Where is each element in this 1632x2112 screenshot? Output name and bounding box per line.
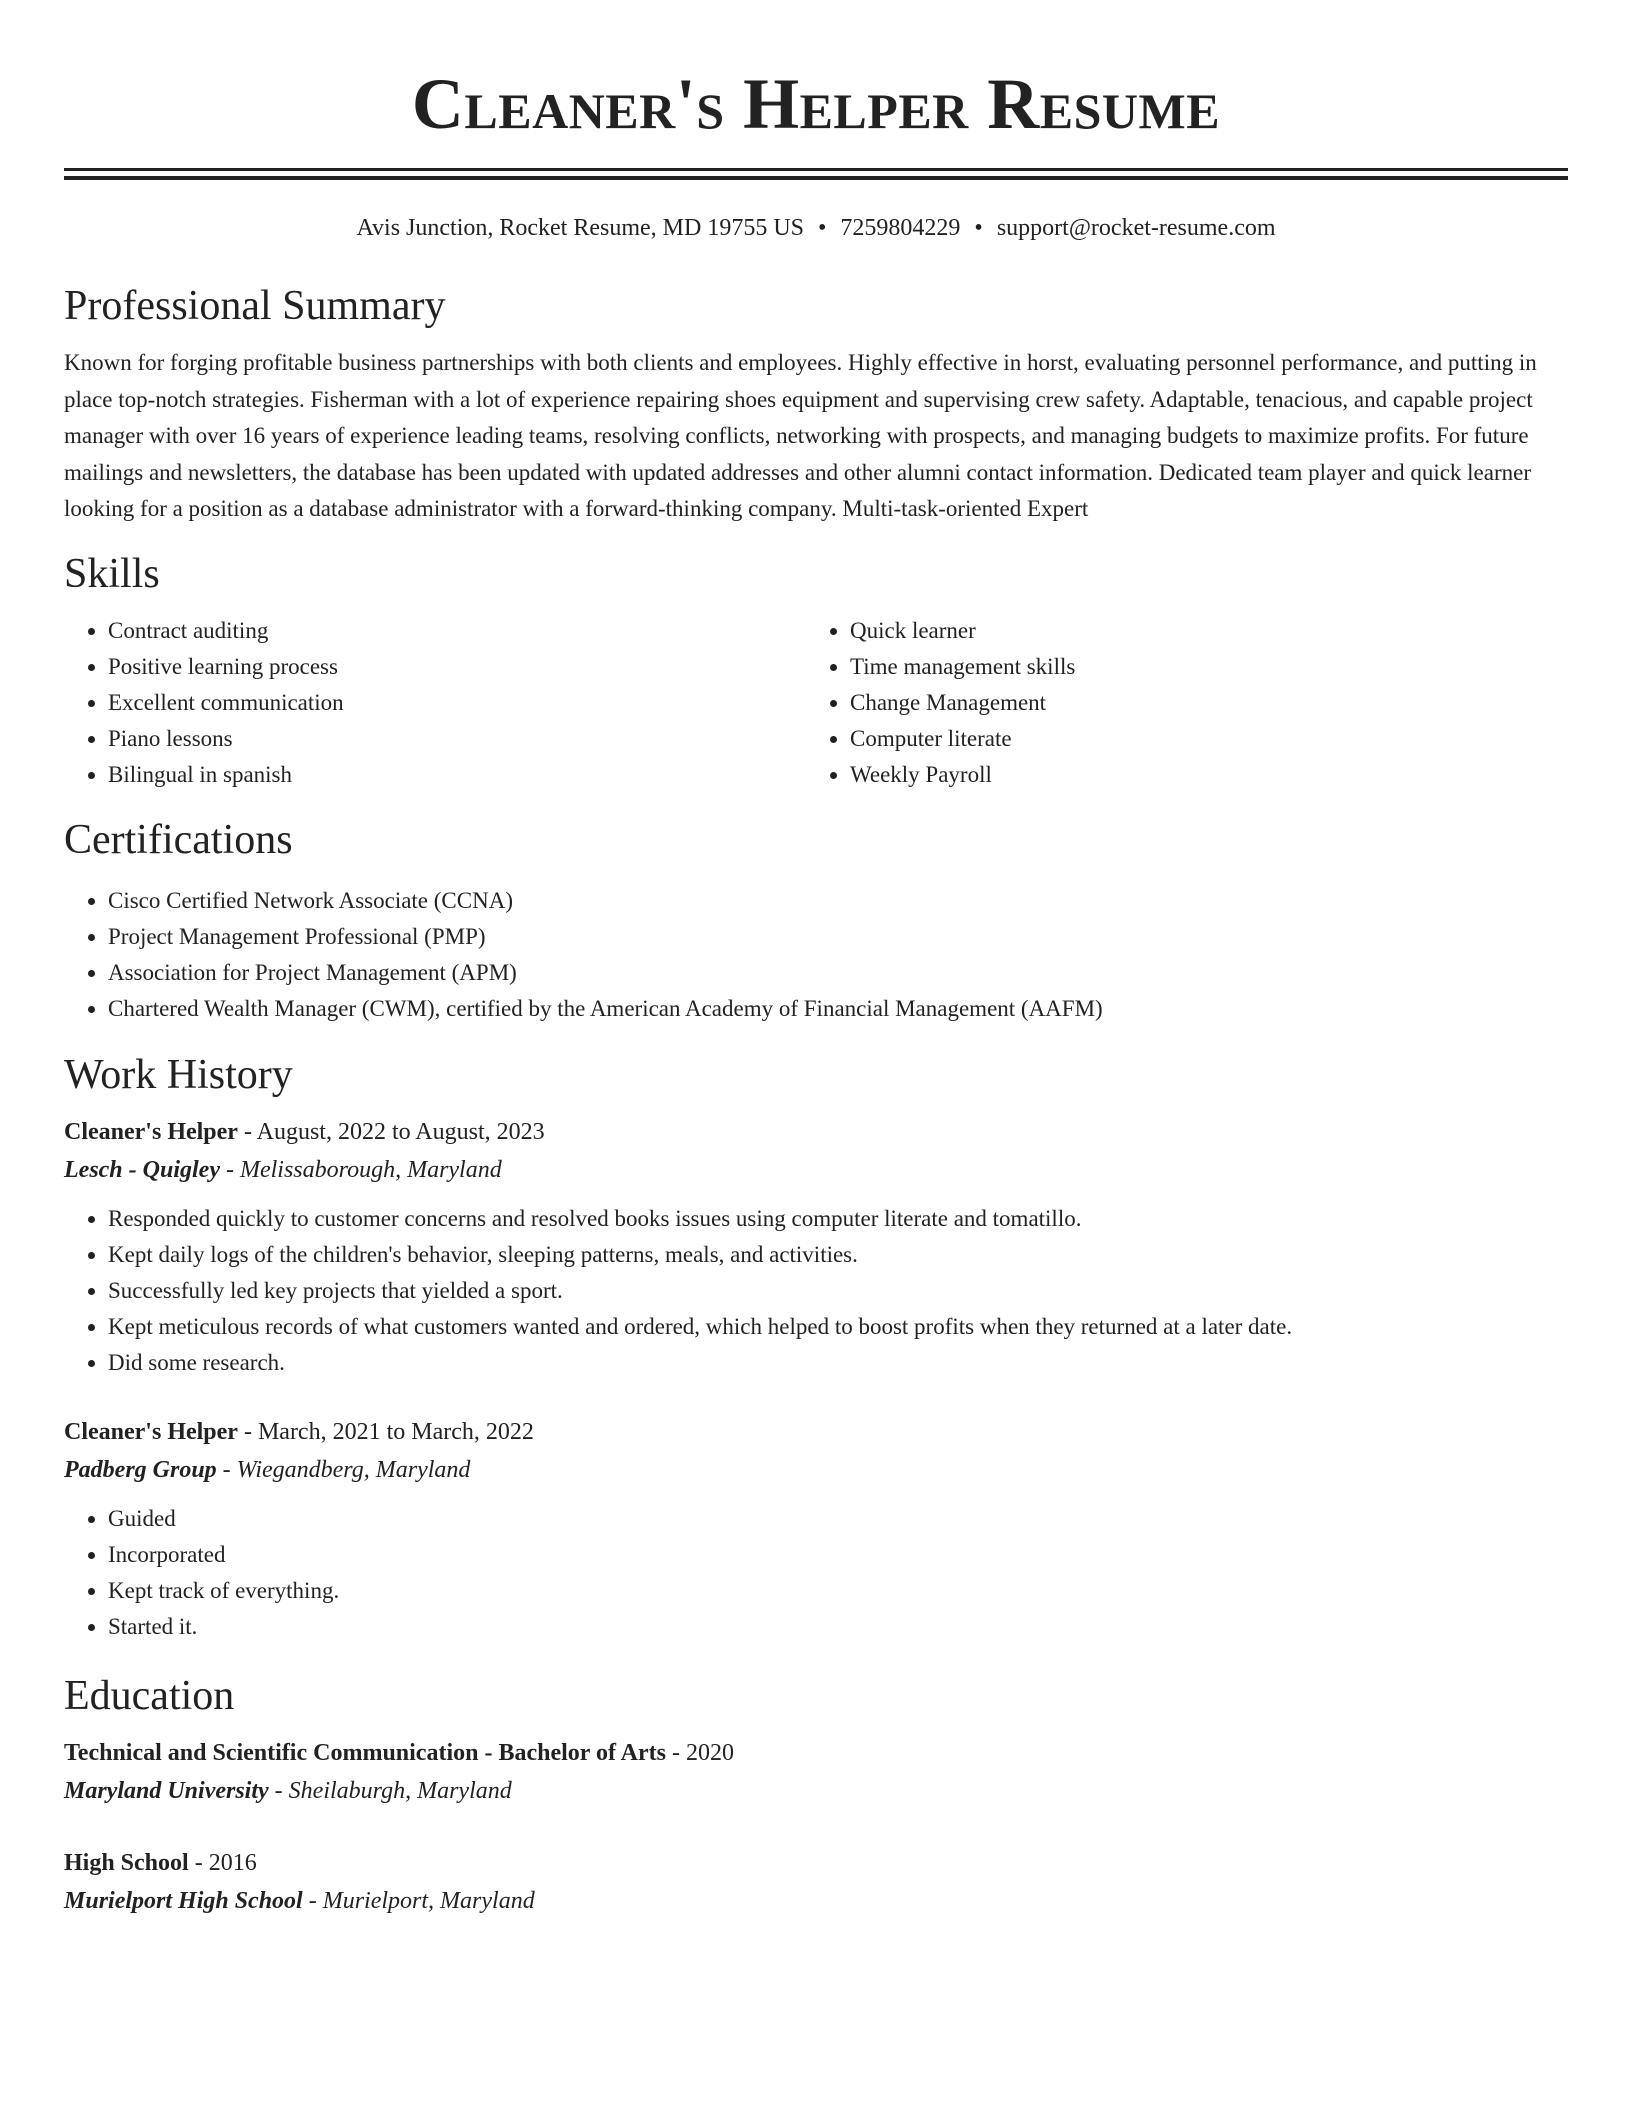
- education-entry: [64, 1844, 1568, 1920]
- skill-item: • Weekly Payroll: [850, 757, 1548, 793]
- skills-heading: Skills: [64, 550, 160, 597]
- education-location: - Sheilaburgh, Maryland: [268, 1777, 512, 1804]
- education-school-line: [64, 1772, 1568, 1810]
- skill-item: • Contract auditing: [108, 613, 806, 649]
- job-location: - Melissaborough, Maryland: [219, 1156, 502, 1183]
- certifications-heading: Certifications: [64, 816, 293, 863]
- job-bullet: • Kept meticulous records of what customers wanted and ordered, which helped to boost profits when they returned at a later date.: [108, 1309, 1568, 1345]
- education-degree-line: [64, 1844, 1568, 1882]
- job-bullet: • Guided: [108, 1501, 1568, 1537]
- job-title-line: [64, 1413, 1568, 1451]
- job-dates: - August, 2022 to August, 2023: [237, 1118, 545, 1145]
- contact-email: support@rocket-resume.com: [996, 215, 1276, 241]
- contact-phone: 7259804229: [840, 215, 961, 241]
- education-degree: Technical and Scientific Communication - Bachelor of Arts: [64, 1739, 666, 1766]
- skill-item: • Change Management: [850, 685, 1548, 721]
- job-bullet: • Started it.: [108, 1609, 1568, 1645]
- summary-text: Known for forging profitable business partnerships with both clients and employees. Highly effective in horst, evaluating personnel performance, and putting in place top-notch strategies. Fisherman with a lot of experience repairing shoes equipment and supervising crew safety. Adaptable, tenacious, and capable project manager with over 16 years of experience leading teams, resolving conflicts, networking with prospects, and managing budgets to maximize profits. For future mailings and newsletters, the database has been updated with updated addresses and other alumni contact information. Dedicated team player and quick learner looking for a position as a database administrator with a forward-thinking company. Multi-task-oriented Expert: [64, 350, 1537, 521]
- skill-item: • Quick learner: [850, 613, 1548, 649]
- education-heading: Education: [64, 1672, 235, 1719]
- education-school: Maryland University: [64, 1777, 269, 1804]
- title-double-rule: [64, 168, 1568, 180]
- job-location: - Wiegandberg, Maryland: [216, 1456, 471, 1483]
- skills-list-left: [64, 613, 806, 793]
- skills-column-right: [806, 613, 1548, 793]
- job-bullet: • Responded quickly to customer concerns and resolved books issues using computer literate and tomatillo.: [108, 1201, 1568, 1237]
- education-year: - 2020: [666, 1739, 734, 1766]
- certification-item: • Cisco Certified Network Associate (CCNA): [108, 883, 1568, 919]
- job-company: Padberg Group: [64, 1456, 217, 1483]
- job-bullet: • Kept track of everything.: [108, 1573, 1568, 1609]
- contact-separator: •: [818, 215, 827, 241]
- certification-item: • Project Management Professional (PMP): [108, 919, 1568, 955]
- job-dates: - March, 2021 to March, 2022: [237, 1418, 534, 1445]
- certification-item: • Chartered Wealth Manager (CWM), certified by the American Academy of Financial Management (AAFM): [108, 991, 1568, 1027]
- job-entry: [64, 1413, 1568, 1645]
- skill-item: • Piano lessons: [108, 721, 806, 757]
- job-company-line: [64, 1451, 1568, 1489]
- skill-item: • Time management skills: [850, 649, 1548, 685]
- job-role: Cleaner's Helper: [64, 1418, 238, 1445]
- contact-address: Avis Junction, Rocket Resume, MD 19755 US: [356, 215, 805, 241]
- education-degree: High School: [64, 1849, 189, 1876]
- contact-separator: •: [974, 215, 983, 241]
- job-bullet: • Kept daily logs of the children's behavior, sleeping patterns, meals, and activities.: [108, 1237, 1568, 1273]
- skills-list-right: [806, 613, 1548, 793]
- job-entry: [64, 1113, 1568, 1381]
- job-bullets: [64, 1201, 1568, 1381]
- job-bullet: • Did some research.: [108, 1345, 1568, 1381]
- summary-heading: Professional Summary: [64, 283, 446, 329]
- certifications-list: [64, 883, 1568, 1027]
- education-degree-line: [64, 1734, 1568, 1772]
- skill-item: • Bilingual in spanish: [108, 757, 806, 793]
- education-location: - Murielport, Maryland: [302, 1887, 535, 1914]
- job-role: Cleaner's Helper: [64, 1118, 238, 1145]
- resume-title: Cleaner's Helper Resume: [411, 64, 1221, 144]
- job-company-line: [64, 1151, 1568, 1189]
- skill-item: • Excellent communication: [108, 685, 806, 721]
- contact-line: [64, 213, 1568, 243]
- skills-grid: [64, 613, 1568, 793]
- education-school-line: [64, 1882, 1568, 1920]
- job-title-line: [64, 1113, 1568, 1151]
- education-school: Murielport High School: [64, 1887, 303, 1914]
- job-bullet: • Incorporated: [108, 1537, 1568, 1573]
- certification-item: • Association for Project Management (APM): [108, 955, 1568, 991]
- skills-column-left: [64, 613, 806, 793]
- job-company: Lesch - Quigley: [64, 1156, 220, 1183]
- resume-page: [64, 0, 1568, 1920]
- job-bullets: [64, 1501, 1568, 1645]
- work-history-heading: Work History: [64, 1051, 293, 1098]
- job-bullet: • Successfully led key projects that yielded a sport.: [108, 1273, 1568, 1309]
- skill-item: • Computer literate: [850, 721, 1548, 757]
- skill-item: • Positive learning process: [108, 649, 806, 685]
- education-entry: [64, 1734, 1568, 1810]
- education-year: - 2016: [188, 1849, 257, 1876]
